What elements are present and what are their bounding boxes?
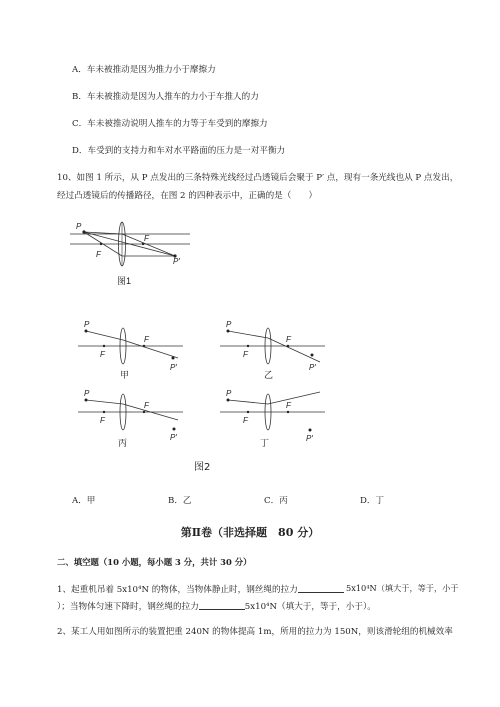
bing-label-f: F [100, 416, 105, 425]
ding-label-f: F [243, 416, 248, 425]
figure-2-jia [78, 318, 188, 380]
q10-option-d: D．丁 [360, 496, 385, 506]
q10-option-c: C．丙 [264, 496, 288, 506]
yi-label: 乙 [264, 370, 274, 380]
jia-label-f: F [100, 350, 105, 359]
fill-q1-blank-1[interactable] [298, 584, 344, 593]
yi-label-f: F [243, 350, 248, 359]
q10-option-b: B．乙 [168, 496, 192, 506]
fig1-label-p: P [76, 222, 82, 231]
part2-title: 第Ⅱ卷（非选择题 80 分） [180, 526, 320, 539]
yi-label-f2: F [286, 335, 291, 344]
section2-title: 二、填空题（10 小题，每小题 3 分，共计 30 分） [57, 557, 252, 567]
fill-q1-text-a: 1、起重机吊着 5x10⁴N 的物体，当物体静止时，钢丝绳的拉力 [57, 585, 298, 595]
bing-label: 丙 [118, 438, 128, 448]
q9-option-d: D．车受到的支持力和车对水平路面的压力是一对平衡力 [72, 146, 286, 156]
figure-2-yi [220, 318, 330, 380]
fig1-label-f-right: F [144, 234, 149, 243]
q9-option-a: A．车未被推动是因为推力小于摩擦力 [72, 65, 216, 75]
figure-2-ding [220, 388, 330, 450]
q10-option-a: A．甲 [72, 496, 96, 506]
jia-label: 甲 [120, 370, 130, 380]
yi-label-pprime: P′ [309, 363, 316, 372]
q10-stem-line1: 10、如图 1 所示，从 P 点发出的三条特殊光线经过凸透镜后会聚于 P′ 点，现有一条光线也从 P 点发出， [57, 173, 459, 183]
fill-q1-line1-tail: 5x10⁴N（填大于，等于，小于 [346, 583, 459, 593]
jia-label-f2: F [144, 335, 149, 344]
ding-label-p: P [226, 389, 232, 398]
bing-label-f2: F [144, 401, 149, 410]
fig1-label-f-left: F [96, 250, 101, 259]
bing-label-p: P [84, 389, 90, 398]
ding-label: 丁 [260, 438, 270, 448]
jia-label-p: P [84, 320, 90, 329]
fig2-caption: 图2 [194, 462, 211, 473]
q10-stem-line2: 经过凸透镜后的传播路径，在图 2 的四种表示中，正确的是（ ） [57, 191, 318, 201]
fig1-caption: 图1 [117, 276, 132, 286]
fill-q1-line2: ）；当物体匀速下降时，钢丝绳的拉力 5x10⁴N（填大于，等于，小于）。 [57, 602, 376, 612]
figure-1 [60, 212, 200, 292]
fill-q1-text-c: 5x10⁴N（填大于，等于，小于）。 [244, 602, 376, 612]
fill-q1-line1 [57, 584, 344, 595]
figure-2-bing [78, 388, 188, 450]
jia-label-pprime: P′ [170, 363, 177, 372]
ding-label-pprime: P′ [306, 434, 313, 443]
ding-label-f2: F [286, 401, 291, 410]
fill-q2-line1: 2、某工人用如图所示的装置把重 240N 的物体提高 1m，所用的拉力为 150N，则该滑轮组的机械效率 [57, 627, 453, 637]
fill-q1-blank-2[interactable] [199, 601, 245, 610]
fig1-label-pprime: P′ [173, 257, 180, 266]
q9-option-b: B．车未被推动是因为人推车的力小于车推人的力 [72, 92, 259, 102]
yi-label-p: P [226, 320, 232, 329]
q9-option-c: C．车未被推动说明人推车的力等于车受到的摩擦力 [72, 119, 268, 129]
bing-label-pprime: P′ [170, 433, 177, 442]
